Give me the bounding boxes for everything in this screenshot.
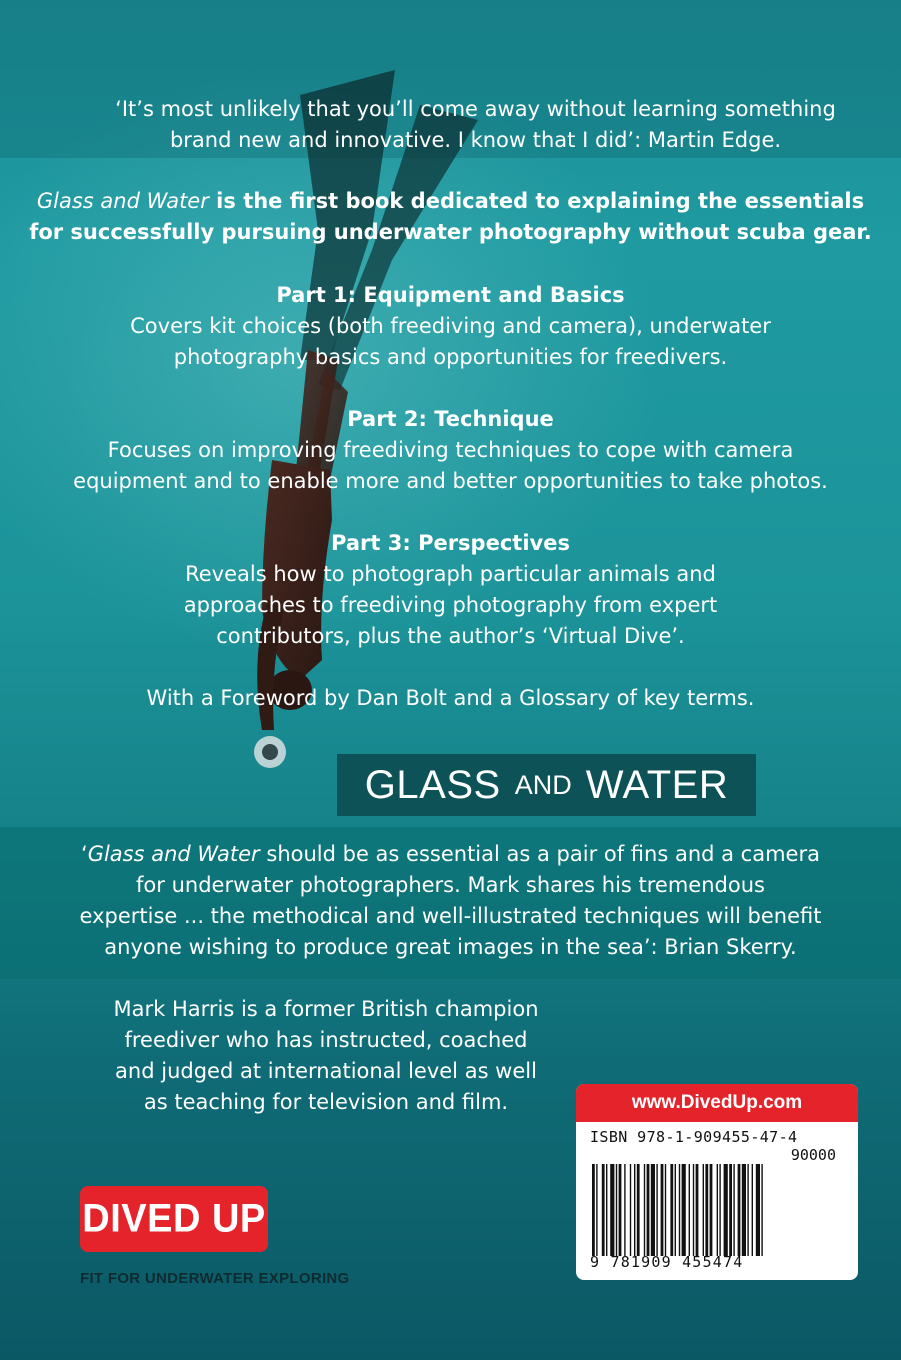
isbn-number: ISBN 978-1-909455-47-4 <box>590 1128 798 1146</box>
quote-top-line1: ‘It’s most unlikely that you’ll come away without learning something <box>115 97 836 121</box>
barcode-bar <box>761 1164 762 1256</box>
part-1-line1: Covers kit choices (both freediving and camera), underwater <box>130 314 771 338</box>
quote-book-title: Glass and Water <box>87 842 260 866</box>
barcode-bar <box>756 1164 760 1256</box>
quote-bottom-line1 <box>0 839 901 870</box>
quote-bottom-line1-rest: should be as essential as a pair of fins and a camera <box>259 842 820 866</box>
barcode-bar <box>738 1164 741 1256</box>
isbn-barcode-box <box>576 1084 858 1280</box>
part-3-line3: contributors, plus the author’s ‘Virtual Dive’. <box>216 624 685 648</box>
barcode-bar <box>719 1164 720 1256</box>
quote-bottom-line4: anyone wishing to produce great images in the sea’: Brian Skerry. <box>104 935 797 959</box>
quote-top-line2: brand new and innovative. I know that I did’: Martin Edge. <box>169 128 782 152</box>
barcode-bar <box>665 1164 666 1256</box>
price-addon-code: 90000 <box>790 1146 836 1164</box>
logo-text: DIVED UP <box>82 1196 266 1241</box>
barcode-bar <box>733 1164 734 1256</box>
barcode-bar <box>616 1164 617 1256</box>
barcode-bar <box>656 1164 657 1256</box>
intro-book-title: Glass and Water <box>36 189 209 213</box>
barcode <box>592 1164 844 1256</box>
barcode-bar <box>710 1164 713 1256</box>
part-3-title: Part 3: Perspectives <box>331 531 570 555</box>
title-word-water: WATER <box>585 762 729 807</box>
part-1-title: Part 1: Equipment and Basics <box>276 283 625 307</box>
part-3-section <box>0 528 901 652</box>
part-2-section <box>0 404 901 497</box>
barcode-bar <box>624 1164 625 1256</box>
barcode-bar <box>637 1164 640 1256</box>
barcode-bar <box>619 1164 622 1256</box>
quote-brian-skerry <box>0 839 901 963</box>
bio-line2: freediver who has instructed, coached <box>124 1028 528 1052</box>
bio-line4: as teaching for television and film. <box>143 1090 509 1114</box>
barcode-bar <box>606 1164 607 1256</box>
bio-line3: and judged at international level as well <box>115 1059 537 1083</box>
part-3-line2: approaches to freediving photography from expert <box>183 593 718 617</box>
part-1-section <box>0 280 901 373</box>
publisher-tagline: FIT FOR UNDERWATER EXPLORING <box>80 1270 350 1287</box>
barcode-bar <box>670 1164 673 1256</box>
barcode-bar <box>644 1164 645 1256</box>
barcode-bar <box>592 1164 595 1256</box>
barcode-bar <box>689 1164 690 1256</box>
barcode-bar <box>675 1164 676 1256</box>
quote-bottom-line3: expertise ... the methodical and well-illustrated techniques will benefit <box>79 904 822 928</box>
dived-up-logo <box>80 1186 268 1252</box>
intro-line1-rest: is the first book dedicated to explaining the essentials <box>208 189 865 213</box>
quote-martin-edge <box>0 94 901 156</box>
barcode-bar <box>651 1164 655 1256</box>
part-2-title: Part 2: Technique <box>347 407 554 431</box>
barcode-bar <box>742 1164 746 1256</box>
barcode-bar <box>693 1164 694 1256</box>
barcode-bar <box>705 1164 708 1256</box>
author-bio <box>92 994 560 1118</box>
barcode-bar <box>634 1164 635 1256</box>
part-2-line2: equipment and to enable more and better opportunities to take photos. <box>73 469 828 493</box>
intro-line2: for successfully pursuing underwater photography without scuba gear. <box>29 220 872 244</box>
barcode-bar <box>602 1164 605 1256</box>
barcode-bar <box>717 1164 718 1256</box>
ean-digits: 9 781909 455474 <box>590 1253 744 1271</box>
barcode-bar <box>661 1164 664 1256</box>
publisher-website: www.DivedUp.com <box>576 1084 858 1122</box>
barcode-bar <box>724 1164 728 1256</box>
barcode-bar <box>703 1164 704 1256</box>
barcode-bar <box>696 1164 699 1256</box>
bio-line1: Mark Harris is a former British champion <box>113 997 539 1021</box>
title-word-and: AND <box>514 769 572 800</box>
title-word-glass: GLASS <box>364 762 501 807</box>
foreword-note: With a Foreword by Dan Bolt and a Glossary of key terms. <box>146 686 755 710</box>
barcode-bar <box>596 1164 597 1256</box>
barcode-bar <box>747 1164 748 1256</box>
barcode-bar <box>630 1164 631 1256</box>
quote-open-mark: ‘ <box>81 842 88 866</box>
quote-bottom-line2: for underwater photographers. Mark shares his tremendous <box>136 873 765 897</box>
intro-paragraph <box>0 186 901 248</box>
barcode-bar <box>752 1164 753 1256</box>
barcode-bar <box>610 1164 614 1256</box>
part-1-line2: photography basics and opportunities for freedivers. <box>173 345 728 369</box>
part-3-line1: Reveals how to photograph particular animals and <box>185 562 716 586</box>
barcode-bar <box>679 1164 680 1256</box>
barcode-bar <box>729 1164 732 1256</box>
book-title-banner <box>337 754 756 816</box>
barcode-bar <box>647 1164 650 1256</box>
intro-line1 <box>0 186 901 217</box>
part-2-line1: Focuses on improving freediving techniques to cope with camera <box>107 438 794 462</box>
barcode-bar <box>682 1164 686 1256</box>
